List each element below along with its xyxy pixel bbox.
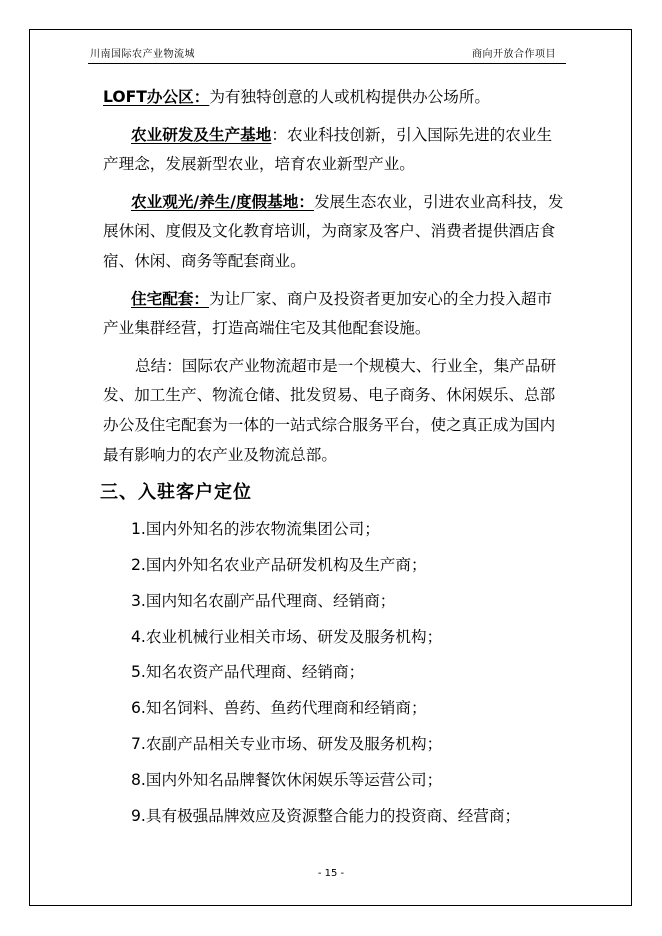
page-number: - 15 - <box>317 868 345 879</box>
paragraph-loft-office <box>103 83 565 113</box>
paragraph-text: 为有独特创意的人或机构提供办公场所。 <box>209 88 491 106</box>
list-item: 3.国内知名农副产品代理商、经销商； <box>131 591 396 610</box>
paragraph-text: ：农业科技创新，引入国际先进的农业生产理念，发展新型农业，培育农业新型产业。 <box>103 125 553 174</box>
paragraph-text: 发展生态农业，引进农业高科技，发展休闲、度假及文化教育培训，为商家及客户、消费者提供酒店食宿、休闲、商务等配套商业。 <box>103 192 564 270</box>
customer-list <box>103 512 565 834</box>
header-right-title: 商向开放合作项目 <box>472 49 556 60</box>
paragraph-lead: LOFT办公区： <box>103 88 210 106</box>
paragraph-agri-tourism-base <box>103 188 565 277</box>
page-header <box>88 43 566 64</box>
list-item: 7.农副产品相关专业市场、研发及服务机构； <box>131 734 443 753</box>
list-item: 6.知名饲料、兽药、鱼药代理商和经销商； <box>131 699 427 718</box>
paragraph-agri-rd-base <box>103 121 565 180</box>
list-item: 8.国内外知名品牌餐饮休闲娱乐等运营公司； <box>131 770 443 789</box>
section-heading: 三、入驻客户定位 <box>100 482 252 504</box>
list-item: 9.具有极强品牌效应及资源整合能力的投资商、经营商； <box>131 806 521 825</box>
paragraph-residential <box>103 285 565 344</box>
paragraph-summary: 总结：国际农产业物流超市是一个规模大、行业全，集产品研发、加工生产、物流仓储、批发贸易、电子商务、休闲娱乐、总部办公及住宅配套为一体的一站式综合服务平台，使之真正成为国内最有影响力的农产业及物流总部。 <box>103 356 557 464</box>
list-item: 5.知名农资产品代理商、经销商； <box>131 663 365 682</box>
paragraph-lead: 农业研发及生产基地 <box>131 125 272 144</box>
header-left-title: 川南国际农产业物流城 <box>90 49 195 60</box>
list-item: 4.农业机械行业相关市场、研发及服务机构； <box>131 627 443 646</box>
document-body <box>100 83 565 834</box>
list-item: 1.国内外知名的涉农物流集团公司； <box>131 520 380 539</box>
paragraph-text: 为让厂家、商户及投资者更加安心的全力投入超市产业集群经营，打造高端住宅及其他配套设施。 <box>103 289 553 338</box>
list-item: 2.国内外知名农业产品研发机构及生产商； <box>131 555 427 574</box>
paragraph-lead: 农业观光/养生/度假基地： <box>131 192 314 211</box>
paragraph-lead: 住宅配套： <box>131 289 209 308</box>
